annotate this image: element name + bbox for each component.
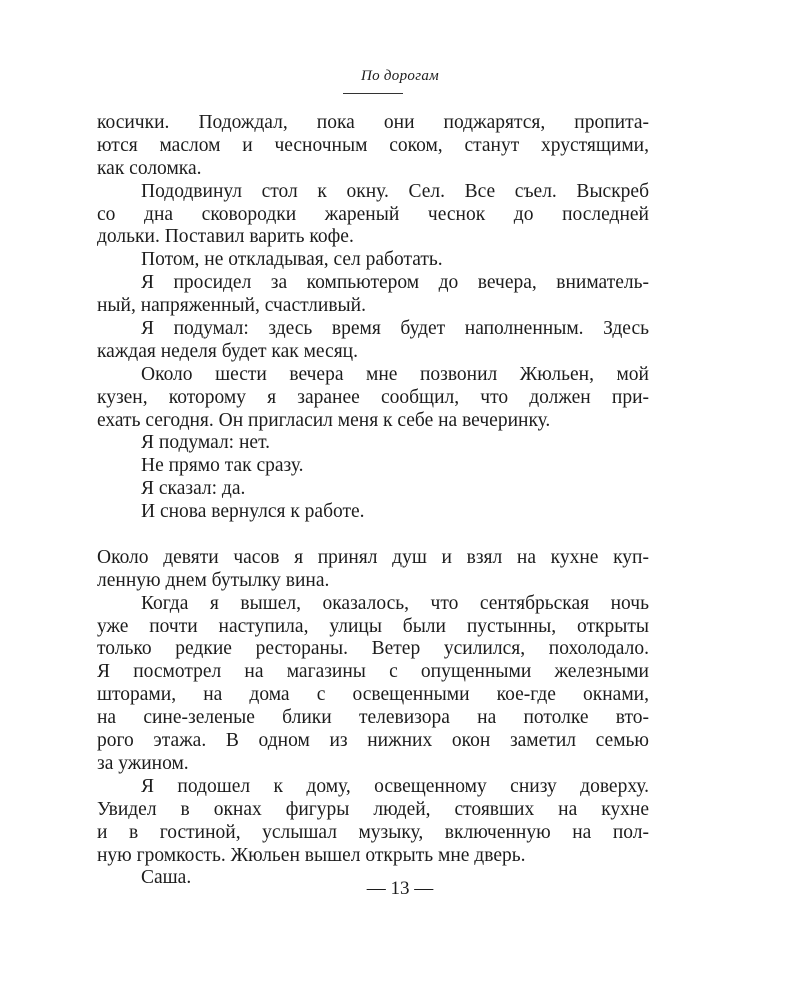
text-line: Я подошел к дому, освещенному снизу доверху. [141,775,649,797]
text-line: Я сказал: да. [141,478,246,500]
text-line: Потом, не откладывая, сел работать. [141,249,443,271]
text-line: Когда я вышел, оказалось, что сентябрьская ночь [141,592,649,614]
text-line: Пододвинул стол к окну. Сел. Все съел. Выскреб [141,180,649,202]
paragraph [97,249,649,272]
paragraph [97,478,649,501]
text-line: рого этажа. В одном из нижних окон заметил семью [97,730,649,752]
paragraph [97,501,649,524]
text-line: Саша. [141,867,192,889]
paragraph [97,455,649,478]
text-line: Я подумал: здесь время будет наполненным. Здесь [141,318,649,340]
text-line: Я посмотрел на магазины с опущенными железными [97,661,649,683]
text-line: за ужином. [97,752,189,774]
text-line: уже почти наступила, улицы были пустынны, открыты [97,615,649,637]
text-line: только редкие рестораны. Ветер усилился, похолодало. [97,638,649,660]
text-line: ную громкость. Жюльен вышел открыть мне дверь. [97,844,526,866]
text-line: на сине-зеленые блики телевизора на потолке вто- [97,707,649,729]
text-line: Увидел в окнах фигуры людей, стоявших на кухне [97,798,649,820]
paragraph [97,776,649,868]
section-break [97,524,649,547]
body-text [97,112,649,890]
text-line: Я просидел за компьютером до вечера, вниматель- [141,272,649,294]
paragraph [97,547,649,593]
text-line: И снова вернулся к работе. [141,501,365,523]
text-line: каждая неделя будет как месяц. [97,340,358,362]
paragraph [97,432,649,455]
text-line: Не прямо так сразу. [141,455,304,477]
paragraph [97,593,649,776]
paragraph [97,181,649,250]
text-line: ный, напряженный, счастливый. [97,295,366,317]
paragraph [97,364,649,433]
text-line: Я подумал: нет. [141,432,270,454]
page-number: — 13 — [366,878,434,899]
text-line: и в гостиной, услышал музыку, включенную на пол- [97,821,649,843]
text-line: Около девяти часов я принял душ и взял на кухне куп- [97,546,649,568]
text-line: дольки. Поставил варить кофе. [97,226,354,248]
text-line: ются маслом и чесночным соком, станут хрустящими, [97,134,649,156]
text-line: ленную днем бутылку вина. [97,569,330,591]
text-line: кузен, которому я заранее сообщил, что должен при- [97,386,649,408]
text-line: Около шести вечера мне позвонил Жюльен, мой [141,363,649,385]
text-line: ехать сегодня. Он пригласил меня к себе на вечеринку. [97,409,551,431]
text-line: шторами, на дома с освещенными кое-где окнами, [97,684,649,706]
text-line: со дна сковородки жареный чеснок до последней [97,203,649,225]
header-rule [343,93,403,94]
text-line: косички. Подождал, пока они поджарятся, пропита- [97,112,649,133]
paragraph [97,272,649,318]
running-title: По дорогам [360,68,440,84]
text-line: как соломка. [97,157,202,179]
paragraph [97,112,649,181]
paragraph [97,318,649,364]
